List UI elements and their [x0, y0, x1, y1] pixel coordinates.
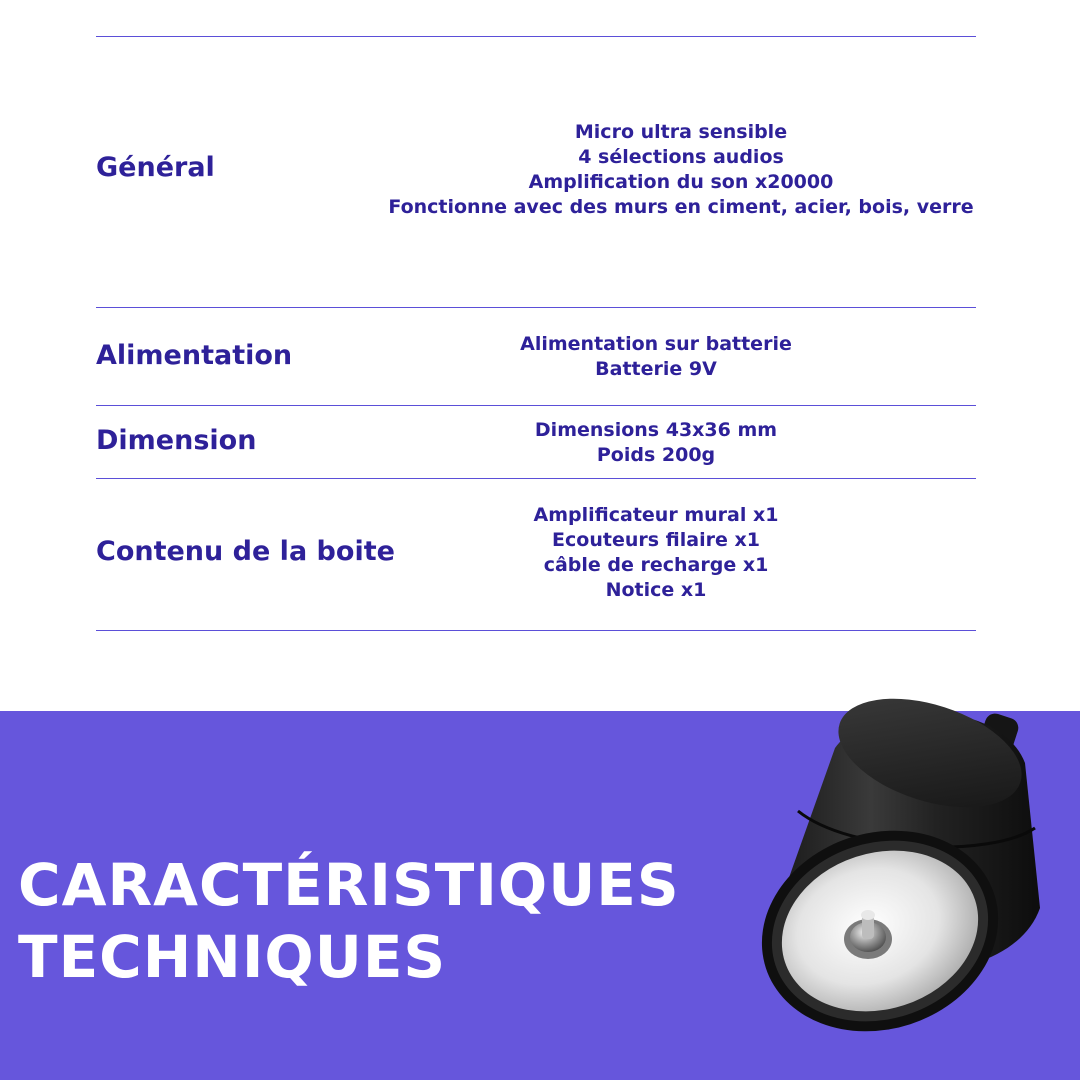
spec-values-power [386, 332, 926, 382]
spec-value: 4 sélections audios [578, 146, 784, 168]
spec-value: Alimentation sur batterie [520, 333, 792, 355]
table-divider [96, 36, 976, 37]
wall-amplifier-microphone-icon [740, 693, 1070, 1053]
spec-value: Micro ultra sensible [574, 121, 788, 143]
spec-label-box-contents: Contenu de la boite [96, 536, 395, 567]
banner-title-line: CARACTÉRISTIQUES [18, 851, 680, 919]
spec-label-power: Alimentation [96, 340, 293, 371]
table-divider [96, 405, 976, 406]
spec-value: Batterie 9V [595, 358, 717, 380]
spec-values-general [386, 120, 976, 220]
spec-value: Poids 200g [596, 444, 716, 466]
spec-value: Fonctionne avec des murs en ciment, acier, bois, verre [388, 196, 974, 218]
table-divider [96, 307, 976, 308]
spec-label-general: Général [96, 152, 215, 183]
spec-value: Ecouteurs filaire x1 [552, 529, 760, 551]
spec-value: Notice x1 [605, 579, 707, 601]
banner-title-line: TECHNIQUES [18, 923, 447, 991]
spec-value: Amplification du son x20000 [528, 171, 834, 193]
spec-values-dimension [386, 418, 926, 468]
table-divider [96, 478, 976, 479]
spec-value: Amplificateur mural x1 [533, 504, 779, 526]
spec-label-dimension: Dimension [96, 425, 257, 456]
spec-values-box-contents [386, 503, 926, 603]
banner-title [18, 849, 680, 993]
table-divider [96, 630, 976, 631]
spec-value: câble de recharge x1 [543, 554, 769, 576]
spec-value: Dimensions 43x36 mm [534, 419, 778, 441]
